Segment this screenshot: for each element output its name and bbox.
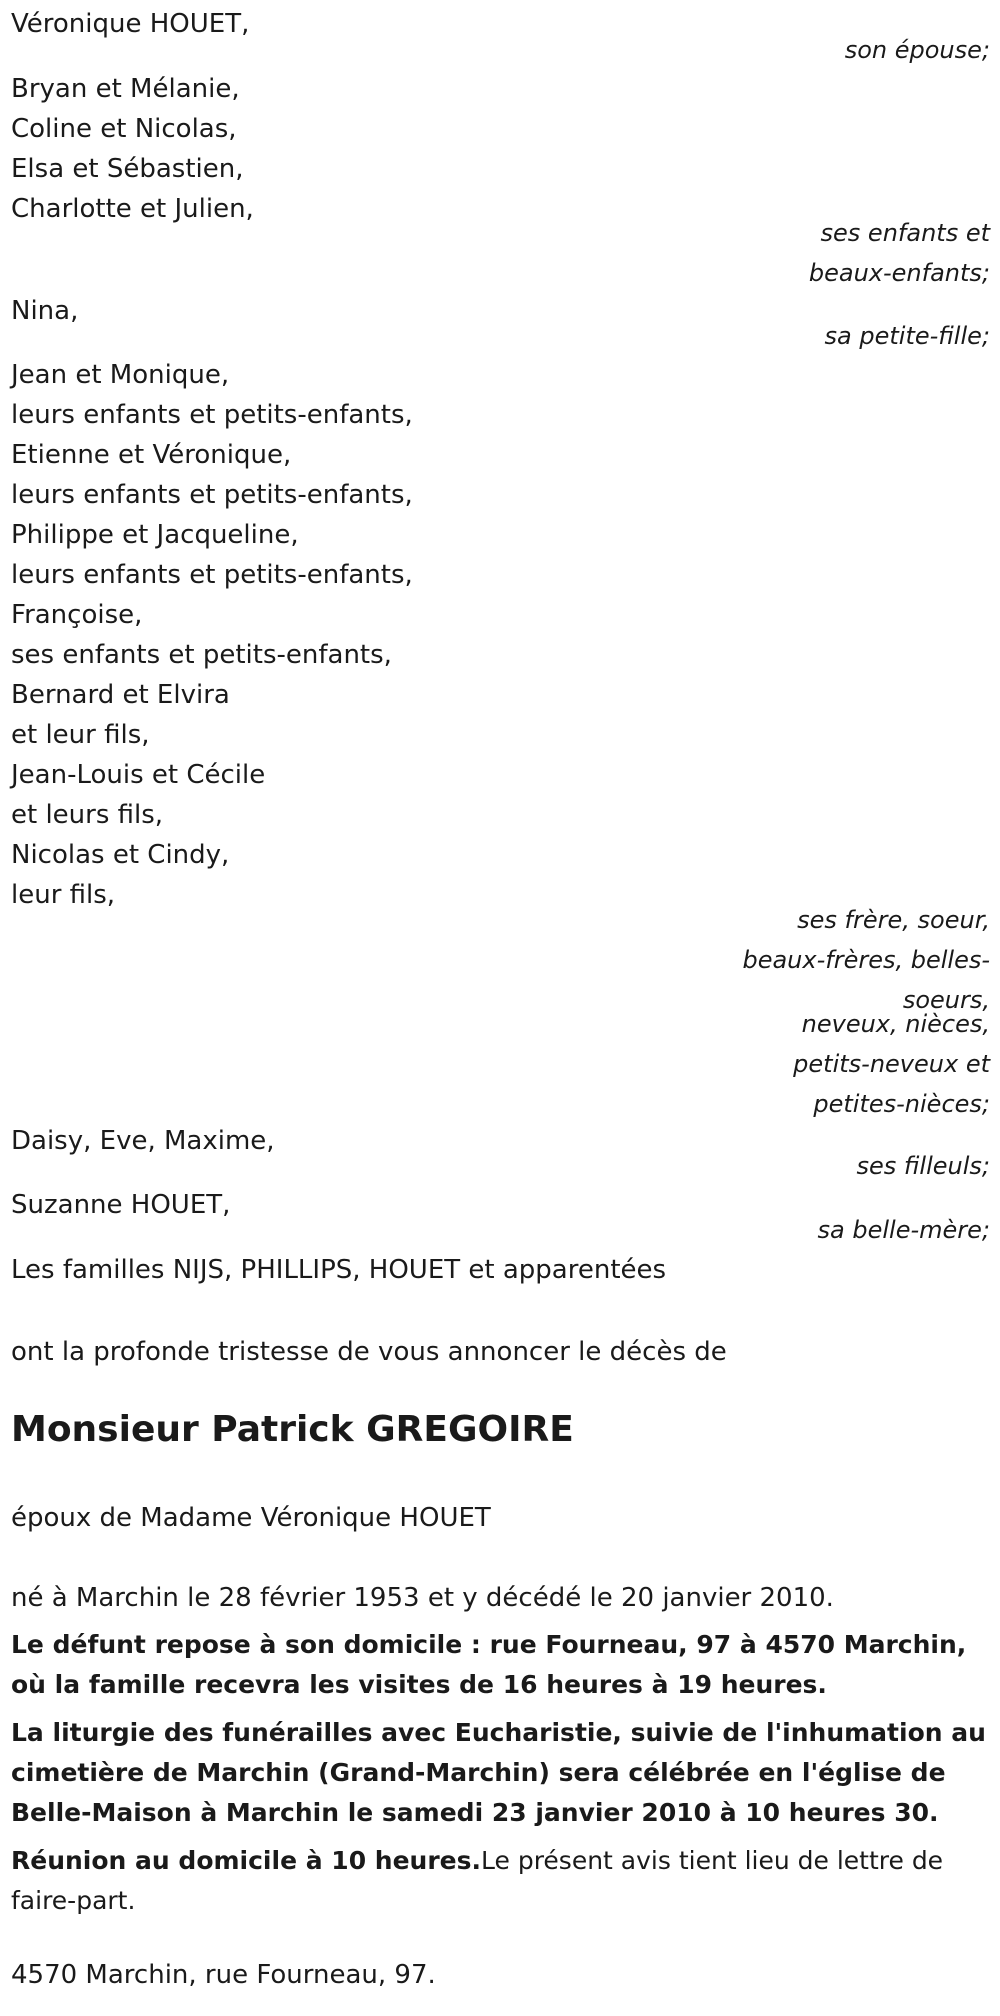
family-line-child-2: Coline et Nicolas, <box>11 114 237 144</box>
family-line-spouse: Véronique HOUET, <box>11 9 250 39</box>
spouse-line: époux de Madame Véronique HOUET <box>11 1503 491 1533</box>
family-line-sibling-1: Jean et Monique, <box>11 360 230 390</box>
announcement-text: ont la profonde tristesse de vous annoncer le décès de <box>11 1337 727 1367</box>
family-line-sibling-7: Nicolas et Cindy, <box>11 840 230 870</box>
family-line-sibling-2-desc: leurs enfants et petits-enfants, <box>11 480 413 510</box>
family-line-child-3: Elsa et Sébastien, <box>11 154 244 184</box>
family-line-grandchild: Nina, <box>11 296 79 326</box>
role-siblings-5: petits-neveux et <box>793 1050 990 1078</box>
family-line-sibling-4-desc: ses enfants et petits-enfants, <box>11 640 392 670</box>
birth-death-line: né à Marchin le 28 février 1953 et y décédé le 20 janvier 2010. <box>11 1583 834 1613</box>
reunion-paragraph <box>11 1841 986 1921</box>
family-line-sibling-2: Etienne et Véronique, <box>11 440 292 470</box>
family-line-families: Les familles NIJS, PHILLIPS, HOUET et apparentées <box>11 1255 667 1285</box>
family-line-child-4: Charlotte et Julien, <box>11 194 254 224</box>
role-children-1: ses enfants et <box>820 219 990 247</box>
role-siblings-4: neveux, nièces, <box>801 1010 990 1038</box>
deceased-name: Monsieur Patrick GREGOIRE <box>11 1409 574 1450</box>
liturgy-text: La liturgie des funérailles avec Eucharistie, suivie de l'inhumation au cimetière de Marchin (Grand-Marchin) sera célébrée en l'église de Belle-Maison à Marchin le samedi 23 janvier 2010 à 10 heures 30. <box>11 1718 986 1827</box>
role-siblings-6: petites-nièces; <box>813 1090 990 1118</box>
family-line-sibling-5-desc: et leur fils, <box>11 720 150 750</box>
role-siblings-1: ses frère, soeur, <box>797 906 990 934</box>
family-line-sibling-5: Bernard et Elvira <box>11 680 230 710</box>
family-line-sibling-4: Françoise, <box>11 600 143 630</box>
reunion-bold-text: Réunion au domicile à 10 heures. <box>11 1846 482 1875</box>
repose-text: Le défunt repose à son domicile : rue Fourneau, 97 à 4570 Marchin, où la famille recevra les visites de 16 heures à 19 heures. <box>11 1630 967 1699</box>
role-granddaughter: sa petite-fille; <box>824 322 990 350</box>
family-line-godchildren: Daisy, Eve, Maxime, <box>11 1126 275 1156</box>
family-line-child-1: Bryan et Mélanie, <box>11 74 240 104</box>
family-line-sibling-7-desc: leur fils, <box>11 880 116 910</box>
role-children-2: beaux-enfants; <box>808 259 990 287</box>
reunion-rest-text: Le présent avis tient lieu de lettre de faire-part. <box>11 1846 944 1915</box>
family-line-sibling-6-desc: et leurs fils, <box>11 800 164 830</box>
role-siblings-3: soeurs, <box>902 986 990 1014</box>
role-siblings-2: beaux-frères, belles- <box>742 946 990 974</box>
address-line: 4570 Marchin, rue Fourneau, 97. <box>11 1960 436 1990</box>
family-line-sibling-3: Philippe et Jacqueline, <box>11 520 299 550</box>
role-mother-in-law: sa belle-mère; <box>817 1216 990 1244</box>
family-line-sibling-3-desc: leurs enfants et petits-enfants, <box>11 560 413 590</box>
role-godchildren: ses filleuls; <box>856 1152 990 1180</box>
family-line-sibling-1-desc: leurs enfants et petits-enfants, <box>11 400 413 430</box>
family-line-sibling-6: Jean-Louis et Cécile <box>11 760 266 790</box>
family-line-mother-in-law: Suzanne HOUET, <box>11 1190 231 1220</box>
role-spouse: son épouse; <box>844 36 990 64</box>
